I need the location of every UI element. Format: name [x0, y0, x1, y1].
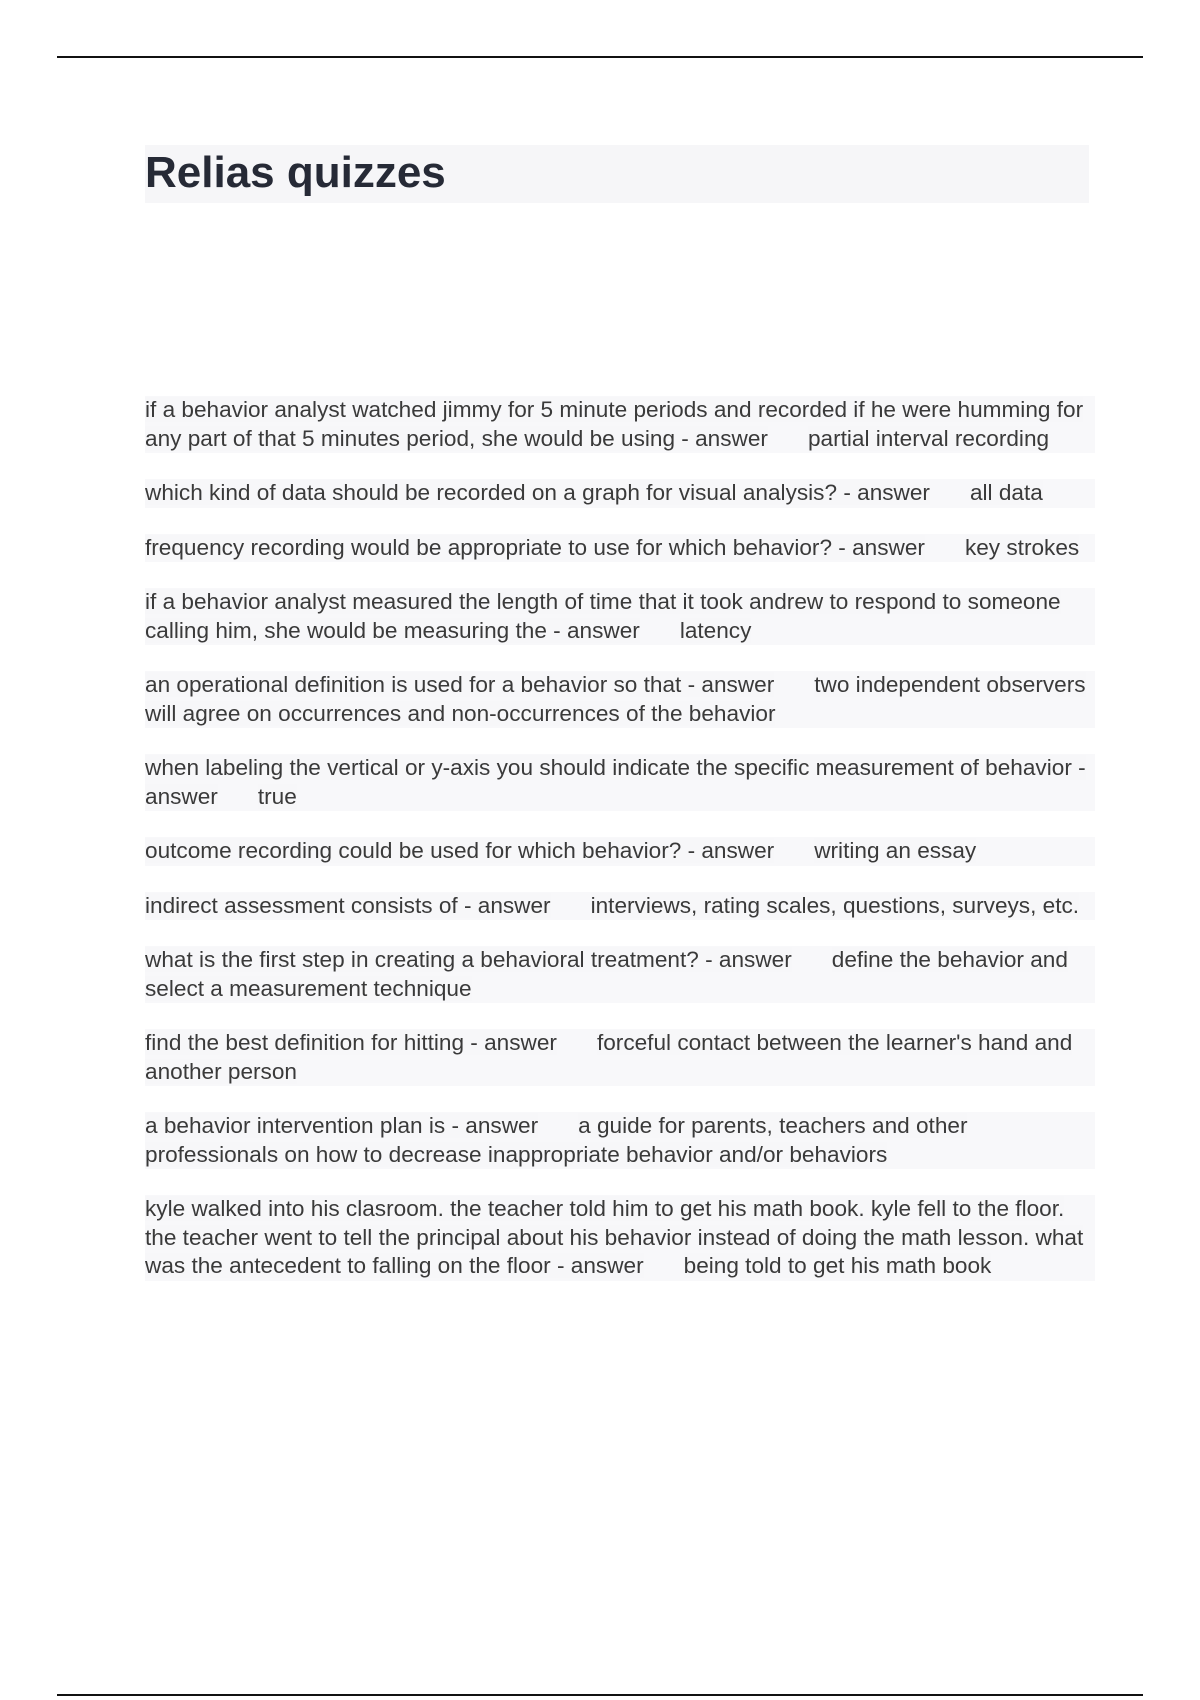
question-text: if a behavior analyst measured the length of time that it took andrew to respond to someone calling him, she would be measuring the - answer — [145, 589, 1061, 643]
qa-item-3 — [145, 534, 1095, 563]
qa-item-2 — [145, 479, 1095, 508]
answer-text: key strokes — [964, 534, 1080, 560]
answer-text: two independent observers will agree on occurrences and non-occurrences of the behavior — [145, 672, 1086, 726]
document-title: Relias quizzes — [145, 148, 446, 197]
qa-item-1 — [145, 396, 1095, 453]
top-rule — [57, 56, 1143, 58]
bottom-rule — [57, 1694, 1143, 1696]
qa-item-8 — [145, 892, 1095, 921]
qa-item-9 — [145, 946, 1095, 1003]
answer-text: define the behavior and select a measurement technique — [145, 947, 1068, 1001]
answer-text: latency — [679, 617, 752, 643]
answer-text: all data — [969, 480, 1043, 505]
qa-item-6 — [145, 754, 1095, 811]
question-text: kyle walked into his clasroom. the teacher told him to get his math book. kyle fell to the floor. the teacher went to tell the principal about his behavior instead of doing the math lesson. what was the antecedent to falling on the floor - answer — [145, 1196, 1084, 1278]
qa-item-7 — [145, 837, 1095, 866]
answer-text: forceful contact between the learner's hand and another person — [145, 1030, 1073, 1084]
qa-item-4 — [145, 588, 1095, 645]
qa-item-5 — [145, 671, 1095, 728]
question-text: find the best definition for hitting - answer — [145, 1030, 557, 1055]
qa-item-12 — [145, 1195, 1095, 1281]
answer-text: being told to get his math book — [683, 1253, 992, 1278]
answer-text: writing an essay — [814, 838, 977, 863]
qa-item-11 — [145, 1112, 1095, 1169]
qa-item-10 — [145, 1029, 1095, 1086]
question-text: a behavior intervention plan is - answer — [145, 1113, 539, 1138]
question-list — [145, 396, 1095, 1307]
question-text: an operational definition is used for a behavior so that - answer — [145, 672, 775, 697]
question-text: outcome recording could be used for which behavior? - answer — [145, 838, 775, 863]
question-text: frequency recording would be appropriate to use for which behavior? - answer — [145, 534, 925, 560]
answer-text: interviews, rating scales, questions, surveys, etc. — [590, 892, 1080, 918]
question-text: what is the first step in creating a behavioral treatment? - answer — [145, 947, 792, 972]
answer-text: a guide for parents, teachers and other professionals on how to decrease inappropriate behavior and/or behaviors — [145, 1113, 968, 1167]
question-text: if a behavior analyst watched jimmy for 5 minute periods and recorded if he were humming for any part of that 5 minutes period, she would be using - answer — [145, 397, 1084, 451]
question-text: which kind of data should be recorded on a graph for visual analysis? - answer — [145, 480, 930, 505]
answer-text: partial interval recording — [807, 425, 1050, 451]
answer-text: true — [257, 783, 297, 809]
question-text: when labeling the vertical or y-axis you should indicate the specific measurement of behavior - answer — [145, 755, 1086, 809]
question-text: indirect assessment consists of - answer — [145, 892, 551, 918]
